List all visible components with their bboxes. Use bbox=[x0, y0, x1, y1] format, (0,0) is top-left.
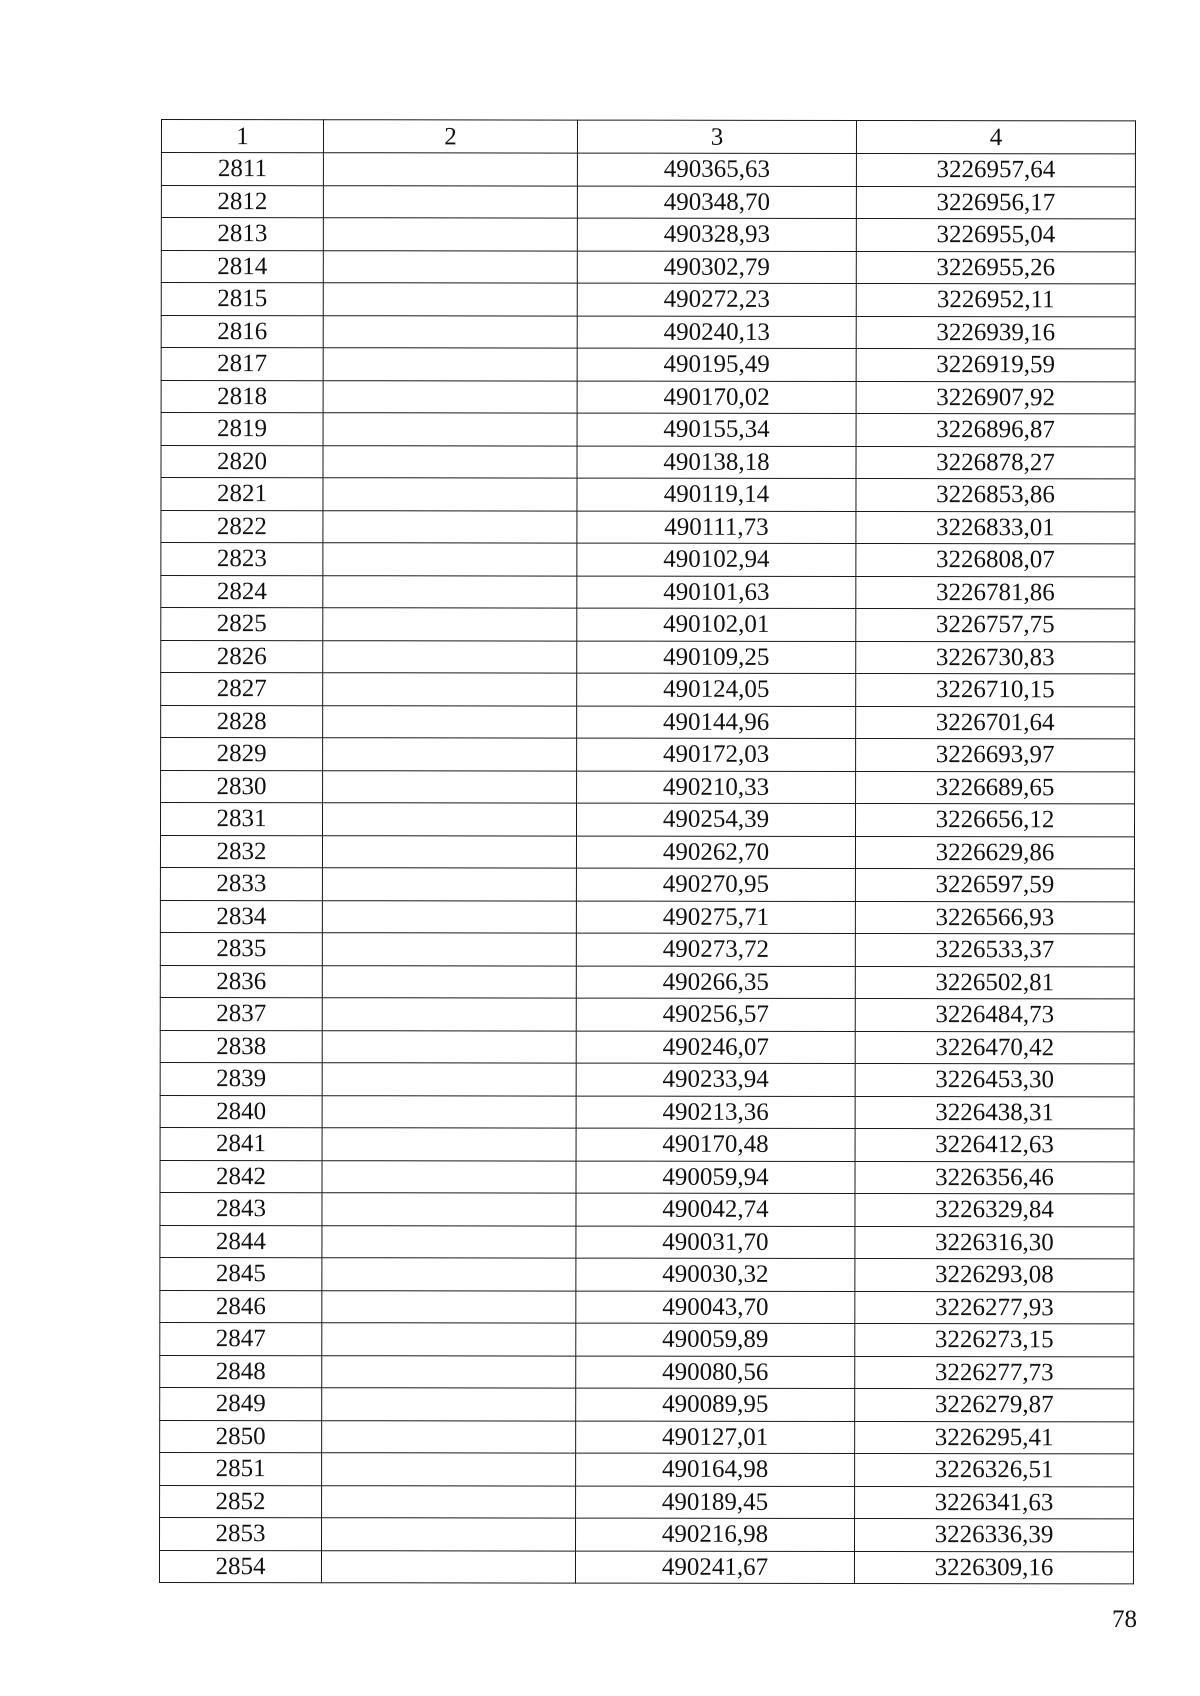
x-coordinate-cell: 490328,93 bbox=[577, 218, 856, 251]
description-cell bbox=[323, 673, 577, 706]
y-coordinate-cell: 3226730,83 bbox=[856, 641, 1135, 674]
y-coordinate-cell: 3226566,93 bbox=[855, 901, 1134, 934]
y-coordinate-cell: 3226907,92 bbox=[856, 381, 1135, 414]
description-cell bbox=[322, 1420, 576, 1453]
x-coordinate-cell: 490172,03 bbox=[577, 738, 856, 771]
point-number-cell: 2833 bbox=[160, 867, 322, 900]
column-header-2: 2 bbox=[323, 120, 577, 153]
y-coordinate-cell: 3226952,11 bbox=[856, 283, 1135, 316]
x-coordinate-cell: 490119,14 bbox=[577, 478, 856, 511]
page-number: 78 bbox=[1112, 1606, 1137, 1633]
y-coordinate-cell: 3226896,87 bbox=[856, 413, 1135, 446]
x-coordinate-cell: 490127,01 bbox=[576, 1421, 855, 1454]
y-coordinate-cell: 3226955,26 bbox=[856, 251, 1135, 284]
table-row bbox=[160, 1257, 1134, 1291]
x-coordinate-cell: 490365,63 bbox=[577, 153, 856, 186]
description-cell bbox=[323, 250, 577, 283]
point-number-cell: 2852 bbox=[160, 1485, 322, 1518]
description-cell bbox=[323, 380, 577, 413]
point-number-cell: 2854 bbox=[159, 1550, 321, 1583]
y-coordinate-cell: 3226689,65 bbox=[856, 771, 1135, 804]
point-number-cell: 2827 bbox=[161, 673, 323, 706]
point-number-cell: 2828 bbox=[161, 705, 323, 738]
table-row bbox=[160, 1485, 1134, 1519]
table-row bbox=[161, 478, 1135, 512]
point-number-cell: 2853 bbox=[160, 1517, 322, 1550]
x-coordinate-cell: 490043,70 bbox=[576, 1291, 855, 1324]
y-coordinate-cell: 3226438,31 bbox=[855, 1096, 1134, 1129]
x-coordinate-cell: 490164,98 bbox=[576, 1453, 855, 1486]
table-row bbox=[160, 1062, 1134, 1096]
description-cell bbox=[322, 1323, 576, 1356]
x-coordinate-cell: 490210,33 bbox=[577, 771, 856, 804]
description-cell bbox=[322, 998, 576, 1031]
point-number-cell: 2814 bbox=[161, 250, 323, 283]
description-cell bbox=[323, 478, 577, 511]
table-row bbox=[160, 965, 1134, 999]
point-number-cell: 2816 bbox=[161, 315, 323, 348]
x-coordinate-cell: 490102,01 bbox=[577, 608, 856, 641]
point-number-cell: 2820 bbox=[161, 445, 323, 478]
x-coordinate-cell: 490059,89 bbox=[576, 1323, 855, 1356]
description-cell bbox=[322, 900, 576, 933]
table-body bbox=[159, 153, 1135, 1584]
description-cell bbox=[323, 608, 577, 641]
x-coordinate-cell: 490256,57 bbox=[576, 998, 855, 1031]
point-number-cell: 2821 bbox=[161, 478, 323, 511]
table-row bbox=[161, 705, 1135, 739]
point-number-cell: 2841 bbox=[160, 1127, 322, 1160]
table-row bbox=[161, 640, 1135, 674]
table-row bbox=[160, 1225, 1134, 1259]
y-coordinate-cell: 3226502,81 bbox=[855, 966, 1134, 999]
table-row bbox=[161, 673, 1135, 707]
y-coordinate-cell: 3226329,84 bbox=[855, 1193, 1134, 1226]
table-row bbox=[161, 445, 1135, 479]
x-coordinate-cell: 490241,67 bbox=[575, 1551, 854, 1584]
description-cell bbox=[323, 348, 577, 381]
table-row bbox=[160, 1030, 1134, 1064]
table-row bbox=[160, 867, 1134, 901]
description-cell bbox=[322, 1388, 576, 1421]
point-number-cell: 2850 bbox=[160, 1420, 322, 1453]
x-coordinate-cell: 490155,34 bbox=[577, 413, 856, 446]
y-coordinate-cell: 3226955,04 bbox=[856, 218, 1135, 251]
point-number-cell: 2815 bbox=[161, 283, 323, 316]
y-coordinate-cell: 3226295,41 bbox=[855, 1421, 1134, 1454]
x-coordinate-cell: 490059,94 bbox=[576, 1161, 855, 1194]
description-cell bbox=[322, 1095, 576, 1128]
table-row bbox=[160, 997, 1134, 1031]
x-coordinate-cell: 490031,70 bbox=[576, 1226, 855, 1259]
y-coordinate-cell: 3226336,39 bbox=[855, 1518, 1134, 1551]
description-cell bbox=[323, 218, 577, 251]
description-cell bbox=[322, 1290, 576, 1323]
y-coordinate-cell: 3226356,46 bbox=[855, 1161, 1134, 1194]
point-number-cell: 2819 bbox=[161, 413, 323, 446]
x-coordinate-cell: 490124,05 bbox=[577, 673, 856, 706]
y-coordinate-cell: 3226757,75 bbox=[856, 608, 1135, 641]
description-cell bbox=[322, 1355, 576, 1388]
point-number-cell: 2826 bbox=[161, 640, 323, 673]
point-number-cell: 2851 bbox=[160, 1452, 322, 1485]
description-cell bbox=[323, 510, 577, 543]
x-coordinate-cell: 490138,18 bbox=[577, 446, 856, 479]
y-coordinate-cell: 3226781,86 bbox=[856, 576, 1135, 609]
point-number-cell: 2812 bbox=[161, 185, 323, 218]
table-header-row bbox=[161, 120, 1135, 154]
table-row bbox=[161, 250, 1135, 284]
y-coordinate-cell: 3226833,01 bbox=[856, 511, 1135, 544]
x-coordinate-cell: 490089,95 bbox=[576, 1388, 855, 1421]
table-row bbox=[161, 608, 1135, 642]
y-coordinate-cell: 3226853,86 bbox=[856, 478, 1135, 511]
table-row bbox=[160, 1290, 1134, 1324]
description-cell bbox=[322, 965, 576, 998]
description-cell bbox=[322, 1128, 576, 1161]
table-row bbox=[161, 283, 1135, 317]
table-row bbox=[161, 510, 1135, 544]
point-number-cell: 2839 bbox=[160, 1062, 322, 1095]
x-coordinate-cell: 490213,36 bbox=[576, 1096, 855, 1129]
point-number-cell: 2823 bbox=[161, 543, 323, 576]
x-coordinate-cell: 490109,25 bbox=[577, 641, 856, 674]
x-coordinate-cell: 490302,79 bbox=[577, 251, 856, 284]
y-coordinate-cell: 3226939,16 bbox=[856, 316, 1135, 349]
y-coordinate-cell: 3226656,12 bbox=[855, 803, 1134, 836]
table-row bbox=[161, 380, 1135, 414]
point-number-cell: 2817 bbox=[161, 348, 323, 381]
y-coordinate-cell: 3226453,30 bbox=[855, 1063, 1134, 1096]
description-cell bbox=[323, 705, 577, 738]
column-header-1: 1 bbox=[161, 120, 323, 153]
x-coordinate-cell: 490195,49 bbox=[577, 348, 856, 381]
description-cell bbox=[323, 640, 577, 673]
table-row bbox=[160, 835, 1134, 869]
point-number-cell: 2811 bbox=[161, 153, 323, 186]
point-number-cell: 2838 bbox=[160, 1030, 322, 1063]
description-cell bbox=[323, 445, 577, 478]
column-header-3: 3 bbox=[577, 120, 856, 153]
x-coordinate-cell: 490273,72 bbox=[576, 933, 855, 966]
point-number-cell: 2837 bbox=[160, 997, 322, 1030]
x-coordinate-cell: 490275,71 bbox=[576, 901, 855, 934]
description-cell bbox=[323, 543, 577, 576]
point-number-cell: 2825 bbox=[161, 608, 323, 641]
y-coordinate-cell: 3226326,51 bbox=[855, 1453, 1134, 1486]
point-number-cell: 2847 bbox=[160, 1322, 322, 1355]
point-number-cell: 2848 bbox=[160, 1355, 322, 1388]
y-coordinate-cell: 3226710,15 bbox=[856, 673, 1135, 706]
point-number-cell: 2834 bbox=[160, 900, 322, 933]
table-row bbox=[161, 413, 1135, 447]
point-number-cell: 2836 bbox=[160, 965, 322, 998]
x-coordinate-cell: 490030,32 bbox=[576, 1258, 855, 1291]
column-header-4: 4 bbox=[856, 120, 1135, 153]
y-coordinate-cell: 3226693,97 bbox=[856, 738, 1135, 771]
y-coordinate-cell: 3226919,59 bbox=[856, 348, 1135, 381]
y-coordinate-cell: 3226341,63 bbox=[855, 1486, 1134, 1519]
x-coordinate-cell: 490272,23 bbox=[577, 283, 856, 316]
y-coordinate-cell: 3226470,42 bbox=[855, 1031, 1134, 1064]
point-number-cell: 2822 bbox=[161, 510, 323, 543]
description-cell bbox=[322, 1485, 576, 1518]
x-coordinate-cell: 490262,70 bbox=[576, 836, 855, 869]
table-row bbox=[160, 1420, 1134, 1454]
x-coordinate-cell: 490246,07 bbox=[576, 1031, 855, 1064]
description-cell bbox=[322, 868, 576, 901]
x-coordinate-cell: 490170,02 bbox=[577, 381, 856, 414]
description-cell bbox=[323, 283, 577, 316]
y-coordinate-cell: 3226878,27 bbox=[856, 446, 1135, 479]
x-coordinate-cell: 490144,96 bbox=[577, 706, 856, 739]
y-coordinate-cell: 3226484,73 bbox=[855, 998, 1134, 1031]
point-number-cell: 2829 bbox=[161, 738, 323, 771]
description-cell bbox=[322, 1063, 576, 1096]
x-coordinate-cell: 490240,13 bbox=[577, 316, 856, 349]
description-cell bbox=[323, 153, 577, 186]
table-row bbox=[161, 738, 1135, 772]
point-number-cell: 2813 bbox=[161, 218, 323, 251]
x-coordinate-cell: 490270,95 bbox=[576, 868, 855, 901]
y-coordinate-cell: 3226957,64 bbox=[856, 153, 1135, 186]
description-cell bbox=[323, 315, 577, 348]
description-cell bbox=[322, 835, 576, 868]
point-number-cell: 2842 bbox=[160, 1160, 322, 1193]
table-row bbox=[161, 348, 1135, 382]
point-number-cell: 2846 bbox=[160, 1290, 322, 1323]
point-number-cell: 2818 bbox=[161, 380, 323, 413]
table-row bbox=[159, 1550, 1133, 1584]
point-number-cell: 2844 bbox=[160, 1225, 322, 1258]
point-number-cell: 2845 bbox=[160, 1257, 322, 1290]
description-cell bbox=[322, 1193, 576, 1226]
table-row bbox=[161, 803, 1135, 837]
point-number-cell: 2831 bbox=[161, 803, 323, 836]
table-row bbox=[161, 185, 1135, 219]
table-row bbox=[161, 218, 1135, 252]
point-number-cell: 2835 bbox=[160, 932, 322, 965]
y-coordinate-cell: 3226293,08 bbox=[855, 1258, 1134, 1291]
point-number-cell: 2849 bbox=[160, 1387, 322, 1420]
table-row bbox=[160, 1517, 1134, 1551]
table-row bbox=[160, 1160, 1134, 1194]
x-coordinate-cell: 490254,39 bbox=[576, 803, 855, 836]
description-cell bbox=[323, 185, 577, 218]
y-coordinate-cell: 3226412,63 bbox=[855, 1128, 1134, 1161]
x-coordinate-cell: 490233,94 bbox=[576, 1063, 855, 1096]
x-coordinate-cell: 490101,63 bbox=[577, 576, 856, 609]
point-number-cell: 2824 bbox=[161, 575, 323, 608]
x-coordinate-cell: 490042,74 bbox=[576, 1193, 855, 1226]
x-coordinate-cell: 490216,98 bbox=[576, 1518, 855, 1551]
description-cell bbox=[322, 933, 576, 966]
description-cell bbox=[322, 1518, 576, 1551]
description-cell bbox=[323, 575, 577, 608]
table-row bbox=[160, 1095, 1134, 1129]
description-cell bbox=[322, 1030, 576, 1063]
y-coordinate-cell: 3226808,07 bbox=[856, 543, 1135, 576]
y-coordinate-cell: 3226701,64 bbox=[856, 706, 1135, 739]
table-row bbox=[160, 1127, 1134, 1161]
y-coordinate-cell: 3226316,30 bbox=[855, 1226, 1134, 1259]
table-row bbox=[160, 1452, 1134, 1486]
x-coordinate-cell: 490080,56 bbox=[576, 1356, 855, 1389]
description-cell bbox=[322, 1225, 576, 1258]
table-row bbox=[161, 575, 1135, 609]
table-row bbox=[161, 315, 1135, 349]
description-cell bbox=[323, 770, 577, 803]
y-coordinate-cell: 3226956,17 bbox=[856, 186, 1135, 219]
coordinates-table bbox=[159, 119, 1136, 1584]
table-row bbox=[160, 1355, 1134, 1389]
description-cell bbox=[323, 413, 577, 446]
table-row bbox=[160, 900, 1134, 934]
description-cell bbox=[321, 1550, 575, 1583]
y-coordinate-cell: 3226277,73 bbox=[855, 1356, 1134, 1389]
description-cell bbox=[322, 1258, 576, 1291]
y-coordinate-cell: 3226533,37 bbox=[855, 933, 1134, 966]
x-coordinate-cell: 490348,70 bbox=[577, 186, 856, 219]
description-cell bbox=[323, 738, 577, 771]
table-row bbox=[160, 1322, 1134, 1356]
x-coordinate-cell: 490170,48 bbox=[576, 1128, 855, 1161]
x-coordinate-cell: 490111,73 bbox=[577, 511, 856, 544]
point-number-cell: 2840 bbox=[160, 1095, 322, 1128]
table-row bbox=[161, 770, 1135, 804]
description-cell bbox=[322, 1160, 576, 1193]
x-coordinate-cell: 490102,94 bbox=[577, 543, 856, 576]
y-coordinate-cell: 3226597,59 bbox=[855, 868, 1134, 901]
table-row bbox=[160, 1192, 1134, 1226]
y-coordinate-cell: 3226273,15 bbox=[855, 1323, 1134, 1356]
y-coordinate-cell: 3226629,86 bbox=[855, 836, 1134, 869]
y-coordinate-cell: 3226277,93 bbox=[855, 1291, 1134, 1324]
point-number-cell: 2843 bbox=[160, 1192, 322, 1225]
point-number-cell: 2830 bbox=[161, 770, 323, 803]
table-row bbox=[160, 932, 1134, 966]
description-cell bbox=[322, 1453, 576, 1486]
description-cell bbox=[323, 803, 577, 836]
y-coordinate-cell: 3226279,87 bbox=[855, 1388, 1134, 1421]
y-coordinate-cell: 3226309,16 bbox=[854, 1551, 1133, 1584]
x-coordinate-cell: 490266,35 bbox=[576, 966, 855, 999]
table-row bbox=[160, 1387, 1134, 1421]
x-coordinate-cell: 490189,45 bbox=[576, 1486, 855, 1519]
table-row bbox=[161, 543, 1135, 577]
point-number-cell: 2832 bbox=[160, 835, 322, 868]
table-row bbox=[161, 153, 1135, 187]
